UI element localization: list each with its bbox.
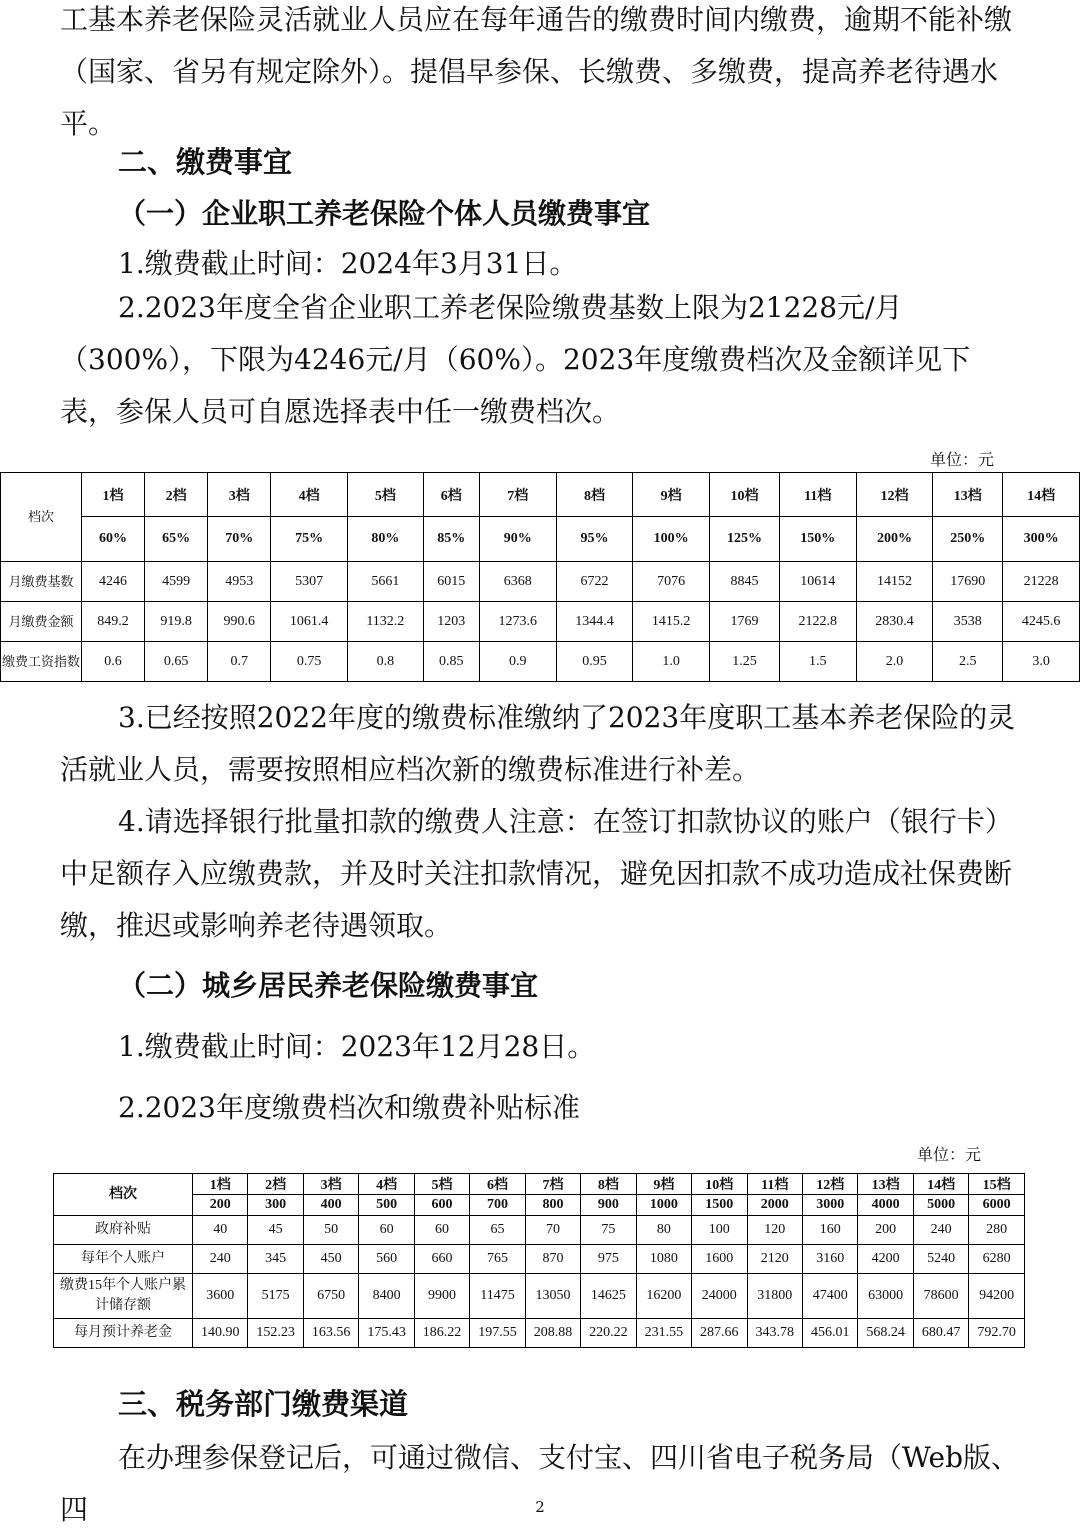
table-cell: 0.9 bbox=[479, 642, 556, 682]
table-cell: 231.55 bbox=[636, 1319, 691, 1348]
table-row bbox=[54, 1319, 1025, 1348]
table-cell: 450 bbox=[303, 1245, 358, 1274]
table-cell: 1.0 bbox=[633, 642, 710, 682]
table-row bbox=[1, 642, 1080, 682]
resident-pension-table bbox=[53, 1173, 1025, 1348]
table-row bbox=[54, 1245, 1025, 1274]
pension-grade-table bbox=[0, 472, 1080, 682]
table-cell: 140.90 bbox=[193, 1319, 248, 1348]
table-cell: 2830.4 bbox=[856, 602, 933, 642]
table-cell: 3538 bbox=[933, 602, 1003, 642]
table-cell: 4953 bbox=[208, 562, 271, 602]
table-cell: 0.95 bbox=[556, 642, 633, 682]
grade-header: 12档 bbox=[856, 473, 933, 517]
table-cell: 0.75 bbox=[271, 642, 348, 682]
table-cell: 60 bbox=[414, 1216, 469, 1245]
row-label: 缴费工资指数 bbox=[1, 642, 82, 682]
part2-item1: 1.缴费截止时间：2023年12月28日。 bbox=[118, 1030, 596, 1063]
grade-amount: 400 bbox=[303, 1195, 358, 1216]
table-cell: 5175 bbox=[248, 1274, 303, 1319]
part1-heading: （一）企业职工养老保险个体人员缴费事宜 bbox=[118, 197, 651, 230]
grade-amount: 3000 bbox=[802, 1195, 857, 1216]
grade-header: 5档 bbox=[347, 473, 423, 517]
table-cell: 5661 bbox=[347, 562, 423, 602]
table-cell: 0.85 bbox=[423, 642, 479, 682]
table-cell: 4200 bbox=[858, 1245, 913, 1274]
grade-amount: 1500 bbox=[692, 1195, 747, 1216]
table-cell: 240 bbox=[193, 1245, 248, 1274]
table-cell: 21228 bbox=[1003, 562, 1080, 602]
grade-percent: 85% bbox=[423, 517, 479, 562]
grade-header: 6档 bbox=[470, 1174, 525, 1195]
grade-header: 9档 bbox=[636, 1174, 691, 1195]
table-cell: 849.2 bbox=[82, 602, 145, 642]
table-cell: 40 bbox=[193, 1216, 248, 1245]
table-cell: 3160 bbox=[802, 1245, 857, 1274]
grade-header: 14档 bbox=[913, 1174, 968, 1195]
table-cell: 5240 bbox=[913, 1245, 968, 1274]
part1-item1: 1.缴费截止时间：2024年3月31日。 bbox=[118, 247, 578, 280]
grade-percent: 250% bbox=[933, 517, 1003, 562]
grade-amount: 4000 bbox=[858, 1195, 913, 1216]
grade-amount: 300 bbox=[248, 1195, 303, 1216]
grade-header: 1档 bbox=[193, 1174, 248, 1195]
grade-header: 9档 bbox=[633, 473, 710, 517]
grade-header: 4档 bbox=[271, 473, 348, 517]
table-cell: 152.23 bbox=[248, 1319, 303, 1348]
table-cell: 63000 bbox=[858, 1274, 913, 1319]
grade-header: 10档 bbox=[692, 1174, 747, 1195]
table-cell: 47400 bbox=[802, 1274, 857, 1319]
grade-header: 15档 bbox=[969, 1174, 1025, 1195]
table-cell: 220.22 bbox=[581, 1319, 636, 1348]
table-cell: 50 bbox=[303, 1216, 358, 1245]
grade-amount: 500 bbox=[359, 1195, 414, 1216]
table-cell: 6280 bbox=[969, 1245, 1025, 1274]
grade-header: 3档 bbox=[303, 1174, 358, 1195]
table-cell: 4245.6 bbox=[1003, 602, 1080, 642]
table-cell: 1080 bbox=[636, 1245, 691, 1274]
grade-amount: 2000 bbox=[747, 1195, 802, 1216]
table-cell: 94200 bbox=[969, 1274, 1025, 1319]
table-row bbox=[54, 1216, 1025, 1245]
table-cell: 568.24 bbox=[858, 1319, 913, 1348]
table-cell: 1061.4 bbox=[271, 602, 348, 642]
table-cell: 31800 bbox=[747, 1274, 802, 1319]
grade-header: 11档 bbox=[779, 473, 856, 517]
grade-header: 10档 bbox=[710, 473, 780, 517]
row-label: 每年个人账户 bbox=[54, 1245, 193, 1274]
table-cell: 120 bbox=[747, 1216, 802, 1245]
table-cell: 14152 bbox=[856, 562, 933, 602]
table-cell: 280 bbox=[969, 1216, 1025, 1245]
row-label: 月缴费金额 bbox=[1, 602, 82, 642]
grade-percent: 75% bbox=[271, 517, 348, 562]
table-cell: 17690 bbox=[933, 562, 1003, 602]
part1-item2: 2.2023年度全省企业职工养老保险缴费基数上限为21228元/月（300%），下限为4246元/月（60%）。2023年度缴费档次及金额详见下表，参保人员可自愿选择表中任一缴费档次。 bbox=[60, 291, 971, 428]
grade-percent: 90% bbox=[479, 517, 556, 562]
grade-percent: 200% bbox=[856, 517, 933, 562]
section2-heading: 二、缴费事宜 bbox=[118, 145, 293, 179]
table-cell: 345 bbox=[248, 1245, 303, 1274]
grade-header: 12档 bbox=[802, 1174, 857, 1195]
table-cell: 0.8 bbox=[347, 642, 423, 682]
table-cell: 6368 bbox=[479, 562, 556, 602]
table-cell: 75 bbox=[581, 1216, 636, 1245]
table-cell: 60 bbox=[359, 1216, 414, 1245]
table-cell: 919.8 bbox=[145, 602, 208, 642]
table-cell: 6750 bbox=[303, 1274, 358, 1319]
grade-percent: 150% bbox=[779, 517, 856, 562]
table-cell: 16200 bbox=[636, 1274, 691, 1319]
table1-unit: 单位：元 bbox=[930, 450, 995, 469]
table-cell: 560 bbox=[359, 1245, 414, 1274]
table-cell: 2120 bbox=[747, 1245, 802, 1274]
grade-header: 8档 bbox=[556, 473, 633, 517]
table-cell: 10614 bbox=[779, 562, 856, 602]
table-cell: 45 bbox=[248, 1216, 303, 1245]
table-cell: 14625 bbox=[581, 1274, 636, 1319]
table-row bbox=[1, 602, 1080, 642]
grade-percent: 70% bbox=[208, 517, 271, 562]
table-cell: 200 bbox=[858, 1216, 913, 1245]
grade-amount: 5000 bbox=[913, 1195, 968, 1216]
grade-amount: 1000 bbox=[636, 1195, 691, 1216]
part2-item2: 2.2023年度缴费档次和缴费补贴标准 bbox=[118, 1091, 580, 1124]
table-cell: 160 bbox=[802, 1216, 857, 1245]
row-label: 月缴费基数 bbox=[1, 562, 82, 602]
grade-header: 7档 bbox=[525, 1174, 580, 1195]
grade-percent: 300% bbox=[1003, 517, 1080, 562]
table-cell: 456.01 bbox=[802, 1319, 857, 1348]
grade-amount: 6000 bbox=[969, 1195, 1025, 1216]
table-cell: 197.55 bbox=[470, 1319, 525, 1348]
table-cell: 1273.6 bbox=[479, 602, 556, 642]
grade-percent: 60% bbox=[82, 517, 145, 562]
intro-paragraph: 工基本养老保险灵活就业人员应在每年通告的缴费时间内缴费，逾期不能补缴（国家、省另有规定除外）。提倡早参保、长缴费、多缴费，提高养老待遇水平。 bbox=[60, 3, 1013, 140]
section3-paragraph: 在办理参保登记后，可通过微信、支付宝、四川省电子税务局（Web版、四 bbox=[60, 1441, 1019, 1526]
table-cell: 9900 bbox=[414, 1274, 469, 1319]
table2-unit: 单位：元 bbox=[917, 1145, 982, 1164]
grade-header: 4档 bbox=[359, 1174, 414, 1195]
grade-percent: 125% bbox=[710, 517, 780, 562]
table-cell: 1.5 bbox=[779, 642, 856, 682]
table-cell: 0.7 bbox=[208, 642, 271, 682]
grade-amount: 200 bbox=[193, 1195, 248, 1216]
grade-header: 1档 bbox=[82, 473, 145, 517]
table-cell: 100 bbox=[692, 1216, 747, 1245]
grade-percent: 100% bbox=[633, 517, 710, 562]
table-cell: 1.25 bbox=[710, 642, 780, 682]
table-cell: 1344.4 bbox=[556, 602, 633, 642]
table-cell: 78600 bbox=[913, 1274, 968, 1319]
table-row bbox=[54, 1274, 1025, 1319]
table-cell: 2122.8 bbox=[779, 602, 856, 642]
table-cell: 1769 bbox=[710, 602, 780, 642]
table-cell: 163.56 bbox=[303, 1319, 358, 1348]
table-cell: 13050 bbox=[525, 1274, 580, 1319]
grade-header: 3档 bbox=[208, 473, 271, 517]
grade-amount: 600 bbox=[414, 1195, 469, 1216]
table-cell: 1415.2 bbox=[633, 602, 710, 642]
table-row bbox=[1, 562, 1080, 602]
table-cell: 3600 bbox=[193, 1274, 248, 1319]
table-cell: 240 bbox=[913, 1216, 968, 1245]
table-cell: 6015 bbox=[423, 562, 479, 602]
table-cell: 6722 bbox=[556, 562, 633, 602]
table-cell: 11475 bbox=[470, 1274, 525, 1319]
table-cell: 8400 bbox=[359, 1274, 414, 1319]
table-cell: 4599 bbox=[145, 562, 208, 602]
page-number: 2 bbox=[535, 1498, 545, 1516]
part1-item4: 4.请选择银行批量扣款的缴费人注意：在签订扣款协议的账户（银行卡）中足额存入应缴费款，并及时关注扣款情况，避免因扣款不成功造成社保费断缴，推迟或影响养老待遇领取。 bbox=[60, 805, 1013, 942]
part2-heading: （二）城乡居民养老保险缴费事宜 bbox=[118, 969, 539, 1002]
grade-header: 13档 bbox=[933, 473, 1003, 517]
grade-percent: 65% bbox=[145, 517, 208, 562]
grade-header: 2档 bbox=[145, 473, 208, 517]
table-cell: 0.6 bbox=[82, 642, 145, 682]
section3-heading: 三、税务部门缴费渠道 bbox=[118, 1387, 409, 1421]
grade-header: 13档 bbox=[858, 1174, 913, 1195]
table1-corner: 档次 bbox=[1, 473, 82, 562]
row-label: 每月预计养老金 bbox=[54, 1319, 193, 1348]
row-label: 政府补贴 bbox=[54, 1216, 193, 1245]
table-cell: 870 bbox=[525, 1245, 580, 1274]
table-cell: 3.0 bbox=[1003, 642, 1080, 682]
grade-header: 2档 bbox=[248, 1174, 303, 1195]
grade-header: 8档 bbox=[581, 1174, 636, 1195]
table2-corner: 档次 bbox=[54, 1174, 193, 1216]
table-cell: 2.0 bbox=[856, 642, 933, 682]
table-cell: 1600 bbox=[692, 1245, 747, 1274]
row-label: 缴费15年个人账户累计储存额 bbox=[54, 1274, 193, 1319]
grade-percent: 95% bbox=[556, 517, 633, 562]
table-cell: 792.70 bbox=[969, 1319, 1025, 1348]
grade-amount: 700 bbox=[470, 1195, 525, 1216]
grade-amount: 900 bbox=[581, 1195, 636, 1216]
grade-header: 7档 bbox=[479, 473, 556, 517]
grade-header: 14档 bbox=[1003, 473, 1080, 517]
table-cell: 5307 bbox=[271, 562, 348, 602]
table-cell: 287.66 bbox=[692, 1319, 747, 1348]
table-cell: 990.6 bbox=[208, 602, 271, 642]
table-cell: 343.78 bbox=[747, 1319, 802, 1348]
grade-header: 6档 bbox=[423, 473, 479, 517]
table-cell: 65 bbox=[470, 1216, 525, 1245]
table-cell: 186.22 bbox=[414, 1319, 469, 1348]
table-cell: 0.65 bbox=[145, 642, 208, 682]
grade-header: 11档 bbox=[747, 1174, 802, 1195]
grade-header: 5档 bbox=[414, 1174, 469, 1195]
table-cell: 80 bbox=[636, 1216, 691, 1245]
table-cell: 1203 bbox=[423, 602, 479, 642]
table-cell: 2.5 bbox=[933, 642, 1003, 682]
table-cell: 660 bbox=[414, 1245, 469, 1274]
grade-percent: 80% bbox=[347, 517, 423, 562]
table-cell: 8845 bbox=[710, 562, 780, 602]
grade-amount: 800 bbox=[525, 1195, 580, 1216]
table-cell: 70 bbox=[525, 1216, 580, 1245]
part1-item3: 3.已经按照2022年度的缴费标准缴纳了2023年度职工基本养老保险的灵活就业人员，需要按照相应档次新的缴费标准进行补差。 bbox=[60, 701, 1016, 786]
table-cell: 24000 bbox=[692, 1274, 747, 1319]
table-cell: 1132.2 bbox=[347, 602, 423, 642]
table-cell: 4246 bbox=[82, 562, 145, 602]
table-cell: 7076 bbox=[633, 562, 710, 602]
table-cell: 175.43 bbox=[359, 1319, 414, 1348]
table-cell: 765 bbox=[470, 1245, 525, 1274]
table-cell: 208.88 bbox=[525, 1319, 580, 1348]
table-cell: 975 bbox=[581, 1245, 636, 1274]
table-cell: 680.47 bbox=[913, 1319, 968, 1348]
